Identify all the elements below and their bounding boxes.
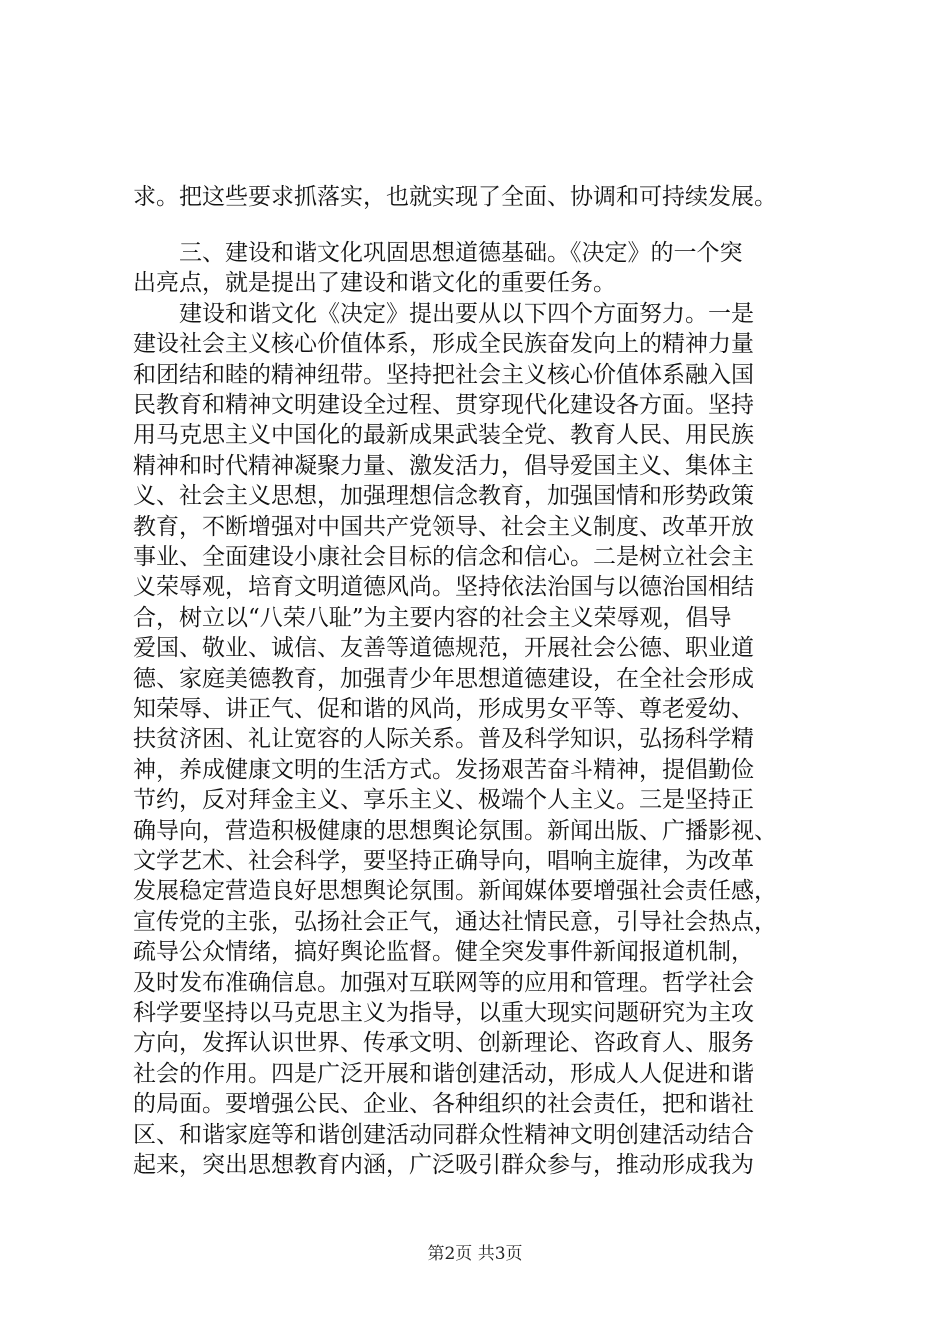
page-number-footer: 第2页 共3页	[427, 1244, 523, 1264]
text-line: 神，养成健康文明的生活方式。发扬艰苦奋斗精神，提倡勤俭	[133, 757, 754, 783]
text-line: 起来，突出思想教育内涵，广泛吸引群众参与，推动形成我为	[133, 1152, 754, 1178]
text-line: 事业、全面建设小康社会目标的信念和信心。二是树立社会主	[133, 544, 754, 570]
text-line: 爱国、敬业、诚信、友善等道德规范，开展社会公德、职业道	[133, 635, 754, 661]
section-heading-line: 三、建设和谐文化巩固思想道德基础。《决定》的一个突	[133, 240, 743, 266]
text-line: 义荣辱观，培育文明道德风尚。坚持依法治国与以德治国相结	[133, 574, 754, 600]
text-line: 发展稳定营造良好思想舆论氛围。新闻媒体要增强社会责任感，	[133, 878, 777, 904]
text-line: 教育，不断增强对中国共产党领导、社会主义制度、改革开放	[133, 514, 754, 540]
text-line: 及时发布准确信息。加强对互联网等的应用和管理。哲学社会	[133, 970, 754, 996]
text-line: 精神和时代精神凝聚力量、激发活力，倡导爱国主义、集体主	[133, 453, 754, 479]
text-line: 的局面。要增强公民、企业、各种组织的社会责任，把和谐社	[133, 1091, 754, 1117]
text-line: 扶贫济困、礼让宽容的人际关系。普及科学知识，弘扬科学精	[133, 726, 754, 752]
text-line: 民教育和精神文明建设全过程、贯穿现代化建设各方面。坚持	[133, 392, 754, 418]
text-line: 知荣辱、讲正气、促和谐的风尚，形成男女平等、尊老爱幼、	[133, 696, 754, 722]
text-line: 出亮点，就是提出了建设和谐文化的重要任务。	[133, 270, 616, 296]
text-line: 社会的作用。四是广泛开展和谐创建活动，形成人人促进和谐	[133, 1061, 754, 1087]
text-line: 义、社会主义思想，加强理想信念教育，加强国情和形势政策	[133, 483, 754, 509]
text-line: 节约，反对拜金主义、享乐主义、极端个人主义。三是坚持正	[133, 787, 754, 813]
text-line: 方向，发挥认识世界、传承文明、创新理论、咨政育人、服务	[133, 1030, 754, 1056]
paragraph-first-line: 建设和谐文化《决定》提出要从以下四个方面努力。一是	[133, 301, 754, 327]
text-line: 科学要坚持以马克思主义为指导，以重大现实问题研究为主攻	[133, 1000, 754, 1026]
text-line: 宣传党的主张，弘扬社会正气，通达社情民意，引导社会热点，	[133, 909, 777, 935]
text-line: 和团结和睦的精神纽带。坚持把社会主义核心价值体系融入国	[133, 362, 754, 388]
text-line: 求。把这些要求抓落实，也就实现了全面、协调和可持续发展。	[133, 184, 777, 210]
text-line: 确导向，营造积极健康的思想舆论氛围。新闻出版、广播影视、	[133, 818, 777, 844]
text-line: 文学艺术、社会科学，要坚持正确导向，唱响主旋律，为改革	[133, 848, 754, 874]
text-line: 区、和谐家庭等和谐创建活动同群众性精神文明创建活动结合	[133, 1122, 754, 1148]
text-line: 德、家庭美德教育，加强青少年思想道德建设，在全社会形成	[133, 666, 754, 692]
text-line: 合，树立以“八荣八耻”为主要内容的社会主义荣辱观，倡导	[133, 605, 732, 631]
text-line: 用马克思主义中国化的最新成果武装全党、教育人民、用民族	[133, 422, 754, 448]
text-line: 建设社会主义核心价值体系，形成全民族奋发向上的精神力量	[133, 331, 754, 357]
text-line: 疏导公众情绪，搞好舆论监督。健全突发事件新闻报道机制，	[133, 939, 754, 965]
